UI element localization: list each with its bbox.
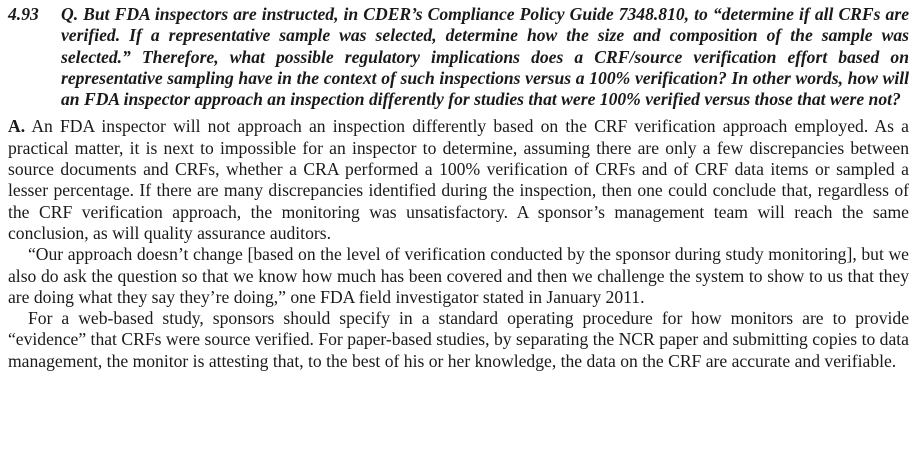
document-page xyxy=(8,4,909,372)
answer-paragraph-3: For a web-based study, sponsors should specify in a standard operating procedure for how monitors are to provide “evidence” that CRFs were source verified. For paper-based studies, by separating the NCR paper and submitting copies to data management, the monitor is attesting that, to the best of his or her knowledge, the data on the CRF are accurate and verifiable. xyxy=(8,308,909,371)
answer-paragraph-1-text: An FDA inspector will not approach an inspection differently based on the CRF verification approach employed. As a practical matter, it is next to impossible for an inspector to determine, assuming there are only a few discrepancies between source documents and CRFs, whether a CRA performed a 100% verification of CRFs and of CRF data items or sampled a lesser percentage. If there are many discrepancies identified during the inspection, then one could conclude that, regardless of the CRF verification approach, the monitoring was unsatisfactory. A sponsor’s management team will reach the same conclusion, as will quality assurance auditors. xyxy=(8,116,909,243)
question-block xyxy=(8,4,909,110)
question-text: Q. But FDA inspectors are instructed, in CDER’s Compliance Policy Guide 7348.810, to “determine if all CRFs are verified. If a representative sample was selected, determine how the size and composition of the sample was selected.” Therefore, what possible regulatory implications does a CRF/source verification effort based on representative sampling have in the context of such inspections versus a 100% verification? In other words, how will an FDA inspector approach an inspection differently for studies that were 100% verified versus those that were not? xyxy=(61,4,909,110)
answer-paragraph-1 xyxy=(8,116,909,244)
answer-paragraph-2: “Our approach doesn’t change [based on the level of verification conducted by the sponsor during study monitoring], but we also do ask the question so that we know how much has been covered and then we challenge the system to show to us that they are doing what they say they’re doing,” one FDA field investigator stated in January 2011. xyxy=(8,244,909,307)
question-number: 4.93 xyxy=(8,4,39,24)
answer-block xyxy=(8,116,909,372)
answer-label: A. xyxy=(8,116,26,137)
